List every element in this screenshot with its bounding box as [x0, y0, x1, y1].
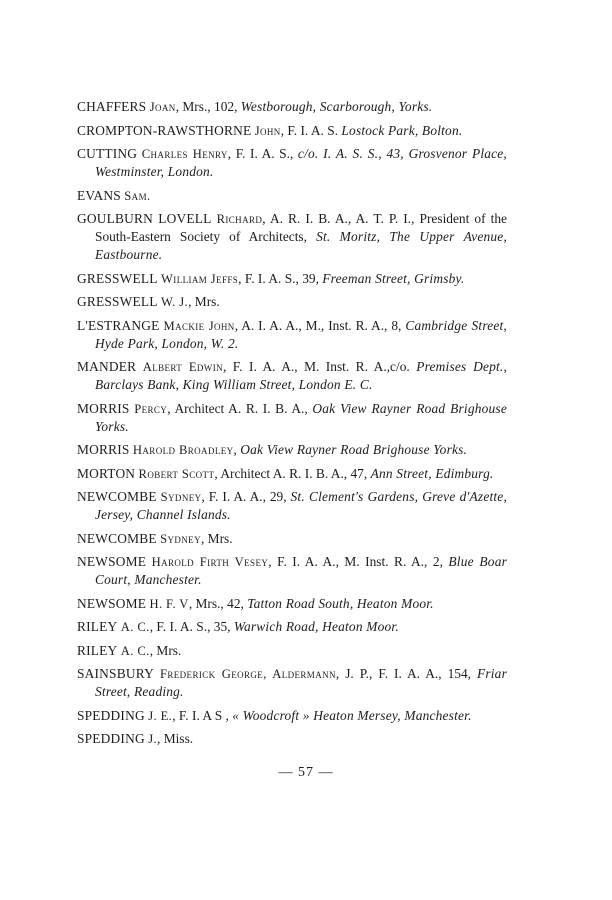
entry-given-name: John: [254, 123, 281, 138]
entry-details: , Mrs.: [200, 530, 233, 546]
entry-details: , F. I. A. S.: [280, 122, 342, 138]
entry-given-name: Frederick George, Aldermann: [159, 667, 336, 681]
entry-address: c/o. I. A. S. S., 43, Grosvenor Place, Westminster, London.: [95, 146, 507, 179]
entry-surname: NEWCOMBE: [77, 489, 157, 504]
entry-details: , F. I. A. A., 29,: [201, 489, 291, 504]
entry-given-name: Joan: [149, 100, 176, 114]
entry-details: , F. I. A. S.,: [227, 146, 298, 161]
entry-address: Blue Boar Court, Manchester.: [95, 554, 507, 587]
entry-given-name: Sydney: [160, 531, 201, 546]
entry-given-name: W. J.: [161, 295, 189, 309]
directory-entry: [77, 618, 507, 636]
entry-given-name: J.: [148, 732, 158, 746]
entry-address: St. Clement's Gardens, Greve d'Azette, Jersey, Channel Islands.: [95, 489, 507, 522]
entry-given-name: Robert Scott: [138, 466, 215, 481]
entry-details: , F. I. A. A., M. Inst. R. A., 2,: [268, 554, 449, 569]
entry-details: , Mrs.: [149, 642, 182, 658]
entry-surname: GRESSWELL: [77, 270, 158, 286]
entry-surname: GRESSWELL: [77, 294, 158, 309]
entry-details: , Mrs.: [188, 294, 220, 309]
entry-given-name: Sam.: [124, 188, 151, 203]
directory-entry: [77, 465, 507, 483]
directory-entry: [77, 358, 507, 394]
directory-entry: [77, 317, 507, 353]
directory-entry: [77, 642, 507, 660]
entry-given-name: Harold Broadley: [132, 443, 234, 457]
entry-address: Lostock Park, Bolton.: [341, 122, 463, 138]
entry-address: Premises Dept., Barclays Bank, King William Street, London E. C.: [95, 359, 507, 392]
entry-surname: MORTON: [77, 465, 136, 481]
entry-surname: CROMPTON-RAWSTHORNE: [77, 122, 252, 138]
entry-surname: L'ESTRANGE: [77, 317, 160, 333]
entry-given-name: Mackie John: [163, 318, 235, 333]
directory-entry: [77, 145, 507, 181]
entry-surname: SPEDDING: [77, 707, 145, 723]
entry-given-name: William Jeffs: [161, 271, 239, 286]
entry-details: , F. I. A S ,: [172, 707, 233, 723]
directory-entry: [77, 730, 507, 748]
entry-details: , A. I. A. A., M., Inst. R. A., 8,: [234, 317, 406, 333]
entry-address: Warwich Road, Heaton Moor.: [233, 619, 399, 634]
entry-given-name: Charles Henry: [141, 147, 228, 161]
entry-details: , Mrs., 102,: [175, 99, 241, 114]
directory-entry: [77, 707, 507, 725]
directory-entry: [77, 530, 507, 548]
entry-address: Westborough, Scarborough, Yorks.: [240, 99, 433, 114]
entry-address: St. Moritz, The Upper Avenue, Eastbourne.: [95, 229, 507, 262]
directory-list: [77, 98, 507, 754]
entry-surname: MORRIS: [77, 400, 130, 416]
directory-entry: [77, 665, 507, 701]
entry-surname: GOULBURN LOVELL: [77, 211, 212, 226]
entry-surname: SAINSBURY: [77, 666, 154, 681]
entry-address: Cambridge Street, Hyde Park, London, W. 2.: [95, 317, 507, 351]
entry-given-name: Harold Firth Vesey: [151, 555, 269, 569]
entry-address: Oak View Rayner Road Brighouse Yorks.: [95, 400, 507, 434]
entry-address: Freeman Street, Grimsby.: [322, 270, 465, 286]
entry-details: , J. P., F. I. A. A., 154,: [335, 666, 477, 681]
entry-details: , F. I. A. A., M. Inst. R. A.,c/o.: [223, 359, 417, 374]
entry-given-name: J. E.: [148, 708, 173, 723]
entry-surname: NEWSOME: [77, 595, 147, 611]
entry-given-name: Albert Edwin: [142, 360, 223, 374]
entry-given-name: Sydney: [160, 490, 202, 504]
directory-entry: [77, 270, 507, 288]
entry-address: Oak View Rayner Road Brighouse Yorks.: [240, 442, 468, 457]
entry-details: , Architect A. R. I. B. A., 47,: [214, 465, 371, 481]
entry-given-name: Percy: [134, 401, 168, 416]
directory-entry: [77, 488, 507, 524]
directory-entry: [77, 553, 507, 589]
directory-entry: [77, 98, 507, 116]
entry-address: Tatton Road South, Heaton Moor.: [247, 595, 434, 611]
entry-details: , A. R. I. B. A., A. T. P. I., President of the South-Eastern Society of Architects,: [95, 211, 507, 244]
entry-surname: NEWCOMBE: [77, 530, 157, 546]
entry-details: ,: [233, 442, 241, 457]
entry-surname: RILEY: [77, 619, 118, 634]
entry-given-name: H. F. V: [149, 596, 189, 611]
entry-details: , Miss.: [157, 731, 194, 746]
entry-details: , F. I. A. S., 35,: [149, 619, 234, 634]
entry-surname: CHAFFERS: [77, 99, 147, 114]
directory-entry: [77, 187, 507, 205]
entry-surname: MORRIS: [77, 442, 130, 457]
entry-surname: SPEDDING: [77, 731, 145, 746]
page-number: — 57 —: [278, 765, 334, 780]
entry-details: , F. I. A. S., 39,: [238, 270, 323, 286]
entry-given-name: A. C.: [120, 643, 150, 658]
entry-surname: RILEY: [77, 642, 118, 658]
entry-surname: EVANS: [77, 187, 121, 203]
directory-entry: [77, 210, 507, 264]
entry-address: Friar Street, Reading.: [95, 666, 507, 699]
entry-given-name: A. C.: [120, 620, 150, 634]
directory-entry: [77, 441, 507, 459]
entry-surname: CUTTING: [77, 146, 138, 161]
entry-details: , Architect A. R. I. B. A.,: [167, 400, 313, 416]
directory-entry: [77, 595, 507, 613]
entry-surname: NEWSOME: [77, 554, 147, 569]
directory-entry: [77, 293, 507, 311]
directory-entry: [77, 122, 507, 140]
entry-surname: MANDER: [77, 359, 137, 374]
entry-given-name: Richard: [216, 212, 263, 226]
entry-address: « Woodcroft » Heaton Mersey, Manchester.: [232, 707, 472, 723]
entry-address: Ann Street, Edimburg.: [370, 465, 494, 481]
directory-entry: [77, 400, 507, 436]
entry-details: , Mrs., 42,: [188, 595, 248, 611]
